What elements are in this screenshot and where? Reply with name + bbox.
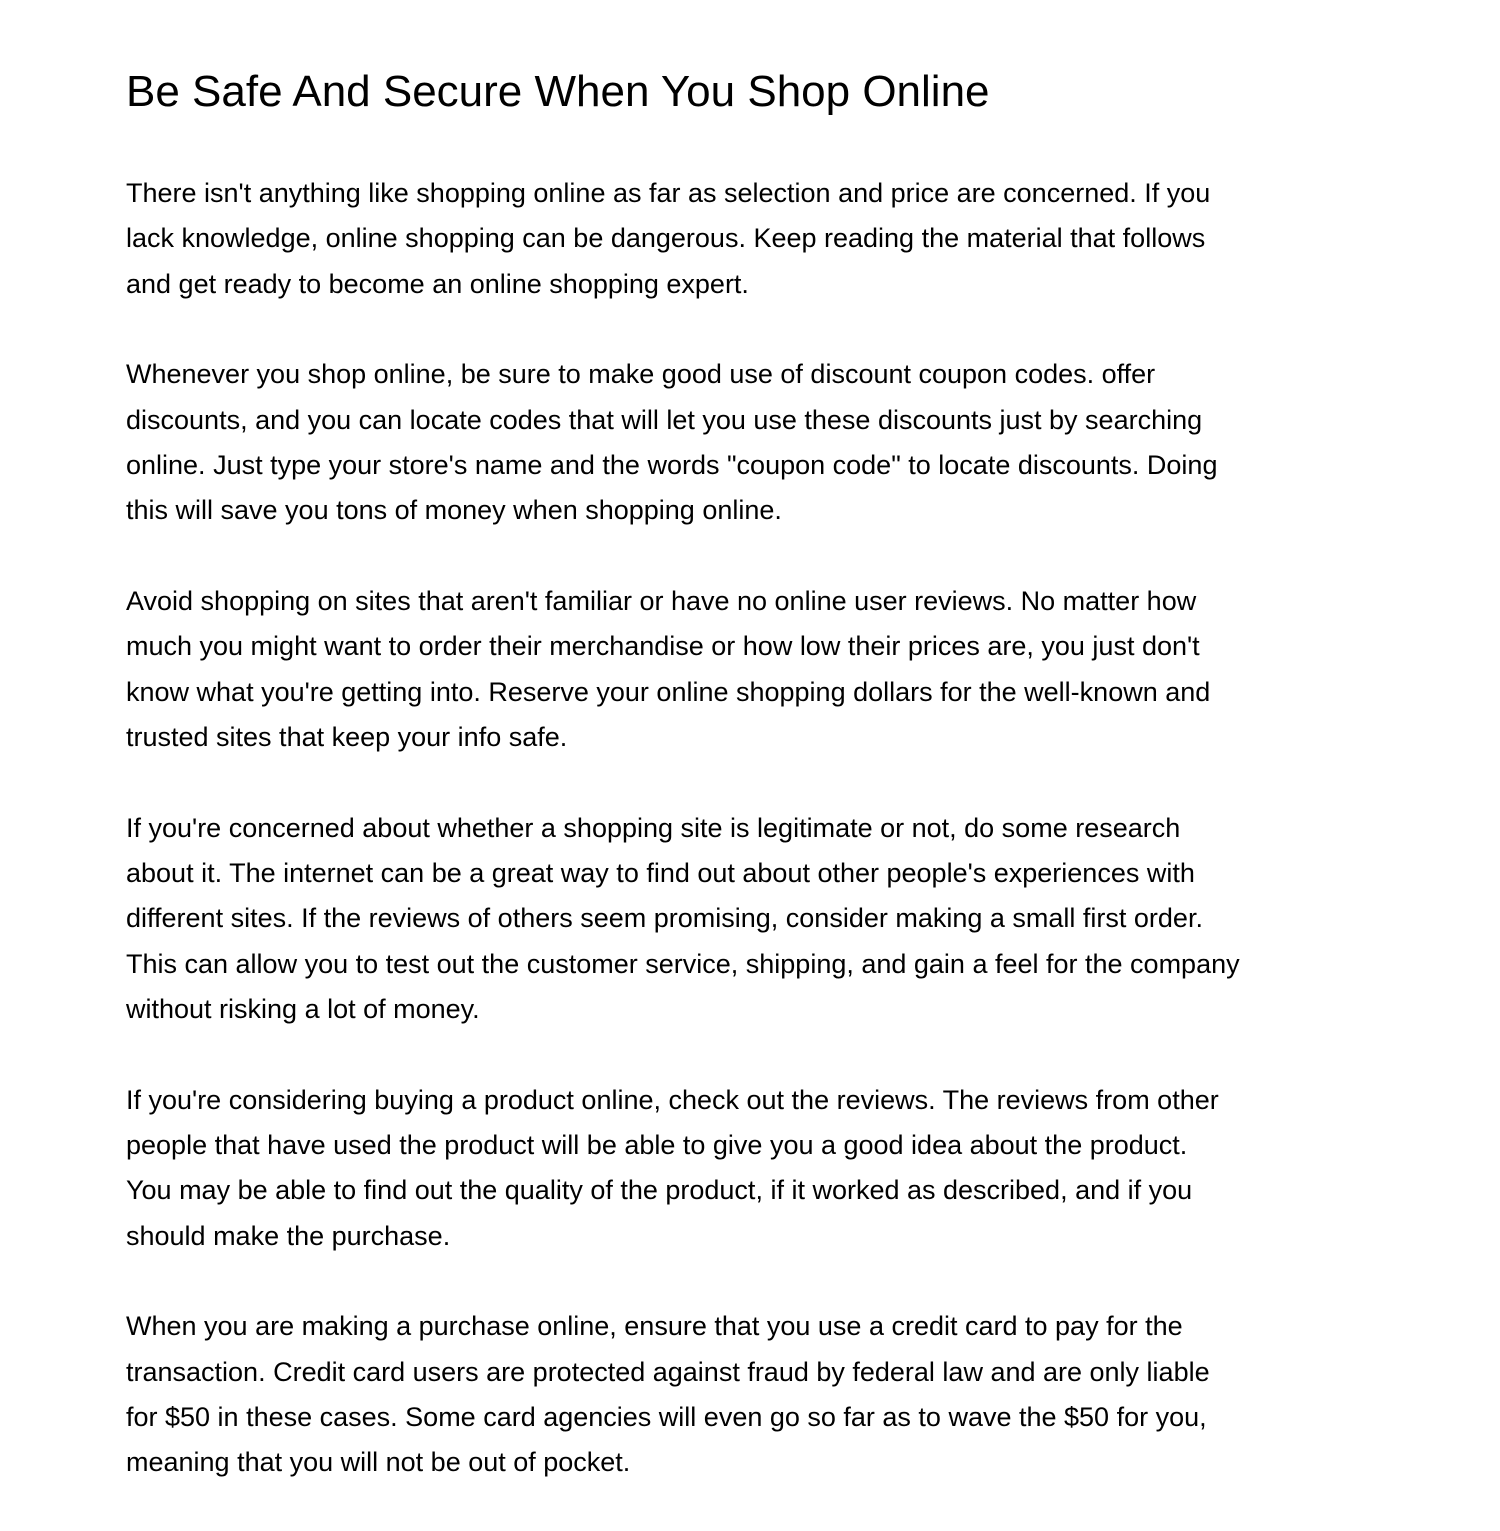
paragraph-line: Avoid shopping on sites that aren't familiar or have no online user reviews. No matter how xyxy=(126,586,1197,617)
paragraph-coupon-codes xyxy=(126,352,1388,533)
paragraph-line: This can allow you to test out the customer service, shipping, and gain a feel for the company xyxy=(126,948,1240,979)
paragraph-line: There isn't anything like shopping online as far as selection and price are concerned. If you xyxy=(126,178,1211,208)
paragraph-line: If you're concerned about whether a shopping site is legitimate or not, do some research xyxy=(126,812,1181,843)
paragraph-line: online. Just type your store's name and the words "coupon code" to locate discounts. Doing xyxy=(126,449,1218,480)
paragraph-line: lack knowledge, online shopping can be dangerous. Keep reading the material that follows xyxy=(126,223,1206,254)
paragraph-line: You may be able to find out the quality of the product, if it worked as described, and if you xyxy=(126,1175,1193,1206)
document-page xyxy=(126,62,1388,1531)
paragraph-product-reviews xyxy=(126,1078,1388,1259)
paragraph-credit-card xyxy=(126,1304,1388,1485)
document-title: Be Safe And Secure When You Shop Online xyxy=(126,67,990,116)
paragraph-line: trusted sites that keep your info safe. xyxy=(126,721,568,752)
paragraph-line: transaction. Credit card users are protected against fraud by federal law and are only liable xyxy=(126,1356,1210,1387)
paragraph-research-sites xyxy=(126,806,1388,1032)
paragraph-line: for $50 in these cases. Some card agencies will even go so far as to wave the $50 for you, xyxy=(126,1402,1207,1433)
paragraph-line: should make the purchase. xyxy=(126,1220,451,1251)
paragraph-line: When you are making a purchase online, ensure that you use a credit card to pay for the xyxy=(126,1311,1183,1342)
paragraph-line: about it. The internet can be a great way to find out about other people's experiences with xyxy=(126,858,1195,889)
paragraph-line: If you're considering buying a product online, check out the reviews. The reviews from other xyxy=(126,1084,1219,1115)
paragraph-line: Whenever you shop online, be sure to make good use of discount coupon codes. offer xyxy=(126,359,1156,390)
paragraph-line: different sites. If the reviews of others seem promising, consider making a small first order. xyxy=(126,903,1203,934)
paragraph-line: people that have used the product will be able to give you a good idea about the product. xyxy=(126,1130,1188,1161)
paragraph-line: without risking a lot of money. xyxy=(126,993,480,1024)
paragraph-line: and get ready to become an online shopping expert. xyxy=(126,268,749,299)
paragraph-line: this will save you tons of money when shopping online. xyxy=(126,495,782,526)
paragraph-unfamiliar-sites xyxy=(126,579,1388,760)
paragraph-line: meaning that you will not be out of pocket. xyxy=(126,1447,631,1478)
paragraph-line: know what you're getting into. Reserve your online shopping dollars for the well-known and xyxy=(126,676,1211,707)
paragraph-intro xyxy=(126,171,1388,307)
paragraph-line: much you might want to order their merchandise or how low their prices are, you just don't xyxy=(126,631,1200,662)
paragraph-line: discounts, and you can locate codes that will let you use these discounts just by searching xyxy=(126,404,1203,435)
